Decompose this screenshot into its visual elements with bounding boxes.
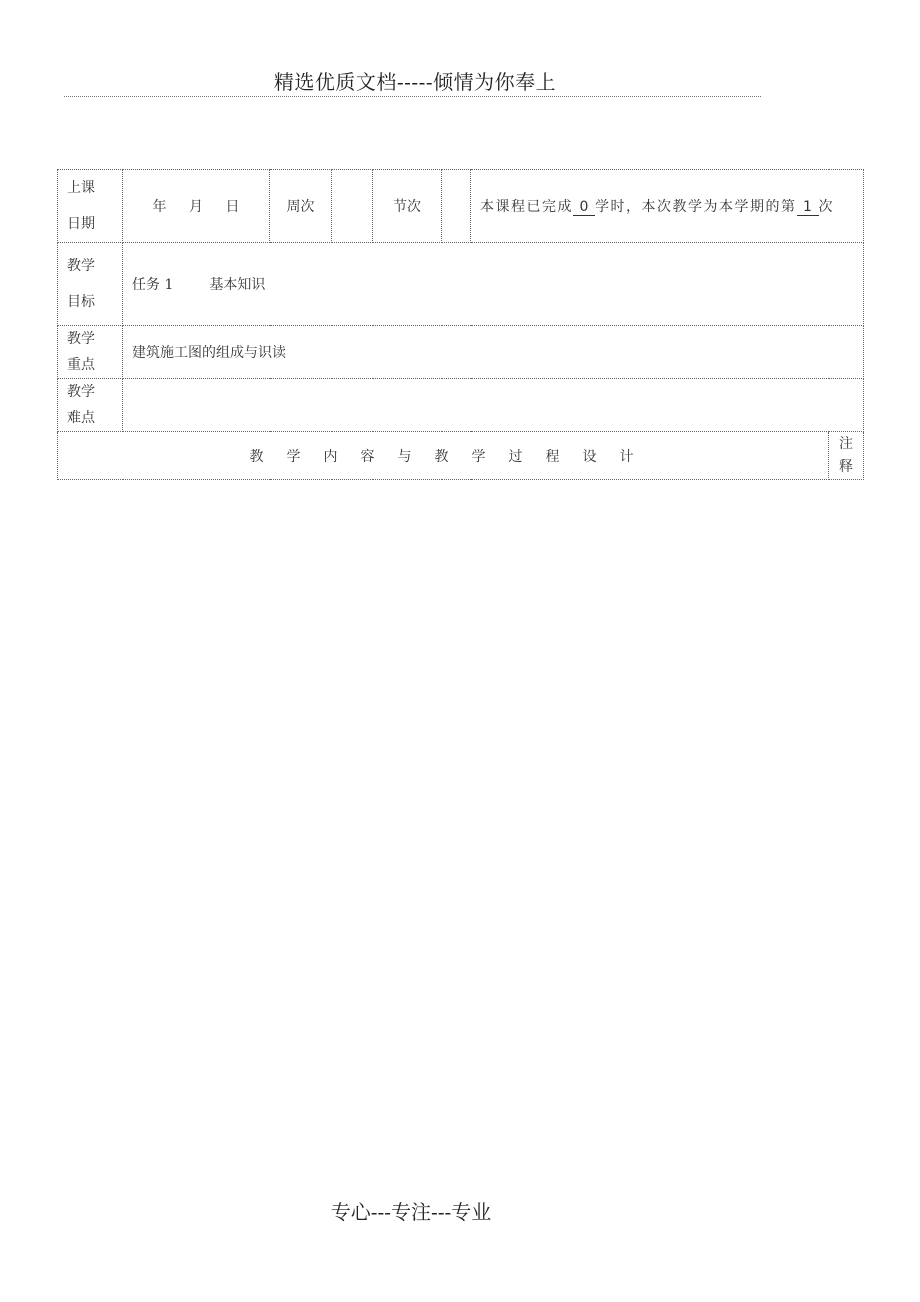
header-rule — [64, 96, 761, 97]
session-label: 节次 — [373, 170, 442, 243]
label-difficulties — [58, 379, 123, 432]
row-difficulties — [58, 379, 864, 432]
row-design — [58, 432, 864, 480]
note-header — [829, 432, 864, 480]
design-title: 教学内容与教学过程设计 — [58, 432, 829, 480]
row-class-date — [58, 170, 864, 243]
course-progress — [471, 170, 864, 243]
session-number[interactable]: 1 — [797, 199, 819, 216]
date-year: 年 — [152, 199, 167, 215]
label-line: 重点 — [67, 357, 95, 373]
label-line: 教学 — [67, 258, 95, 274]
page-footer: 专心---专注---专业 — [330, 1200, 492, 1224]
week-label: 周次 — [270, 170, 332, 243]
label-teaching-goal — [58, 243, 123, 326]
label-line: 上课 — [67, 180, 95, 196]
label-line: 日期 — [67, 216, 95, 232]
progress-middle: 学时，本次教学为本学期的第 — [595, 199, 797, 215]
label-line: 教学 — [67, 384, 95, 400]
lesson-plan-table — [57, 169, 864, 480]
note-line: 释 — [839, 458, 853, 475]
session-value[interactable] — [442, 170, 471, 243]
key-points-content[interactable]: 建筑施工图的组成与识读 — [123, 326, 864, 379]
label-line: 目标 — [67, 294, 95, 310]
task-title: 基本知识 — [209, 277, 266, 293]
page-header: 精选优质文档-----倾情为你奉上 — [273, 70, 557, 94]
date-day: 日 — [225, 199, 240, 215]
task-number: 任务 1 — [132, 277, 174, 293]
difficulties-content[interactable] — [123, 379, 864, 432]
date-cell[interactable] — [123, 170, 270, 243]
progress-suffix: 次 — [818, 199, 834, 215]
row-key-points — [58, 326, 864, 379]
hours-done[interactable]: 0 — [573, 199, 595, 216]
label-class-date — [58, 170, 123, 243]
week-value[interactable] — [332, 170, 373, 243]
date-month: 月 — [189, 199, 203, 215]
label-line: 教学 — [67, 331, 95, 347]
label-line: 难点 — [67, 410, 95, 426]
row-teaching-goal — [58, 243, 864, 326]
label-key-points — [58, 326, 123, 379]
progress-prefix: 本课程已完成 — [480, 199, 573, 215]
note-line: 注 — [839, 435, 853, 452]
teaching-goal-content[interactable] — [123, 243, 864, 326]
